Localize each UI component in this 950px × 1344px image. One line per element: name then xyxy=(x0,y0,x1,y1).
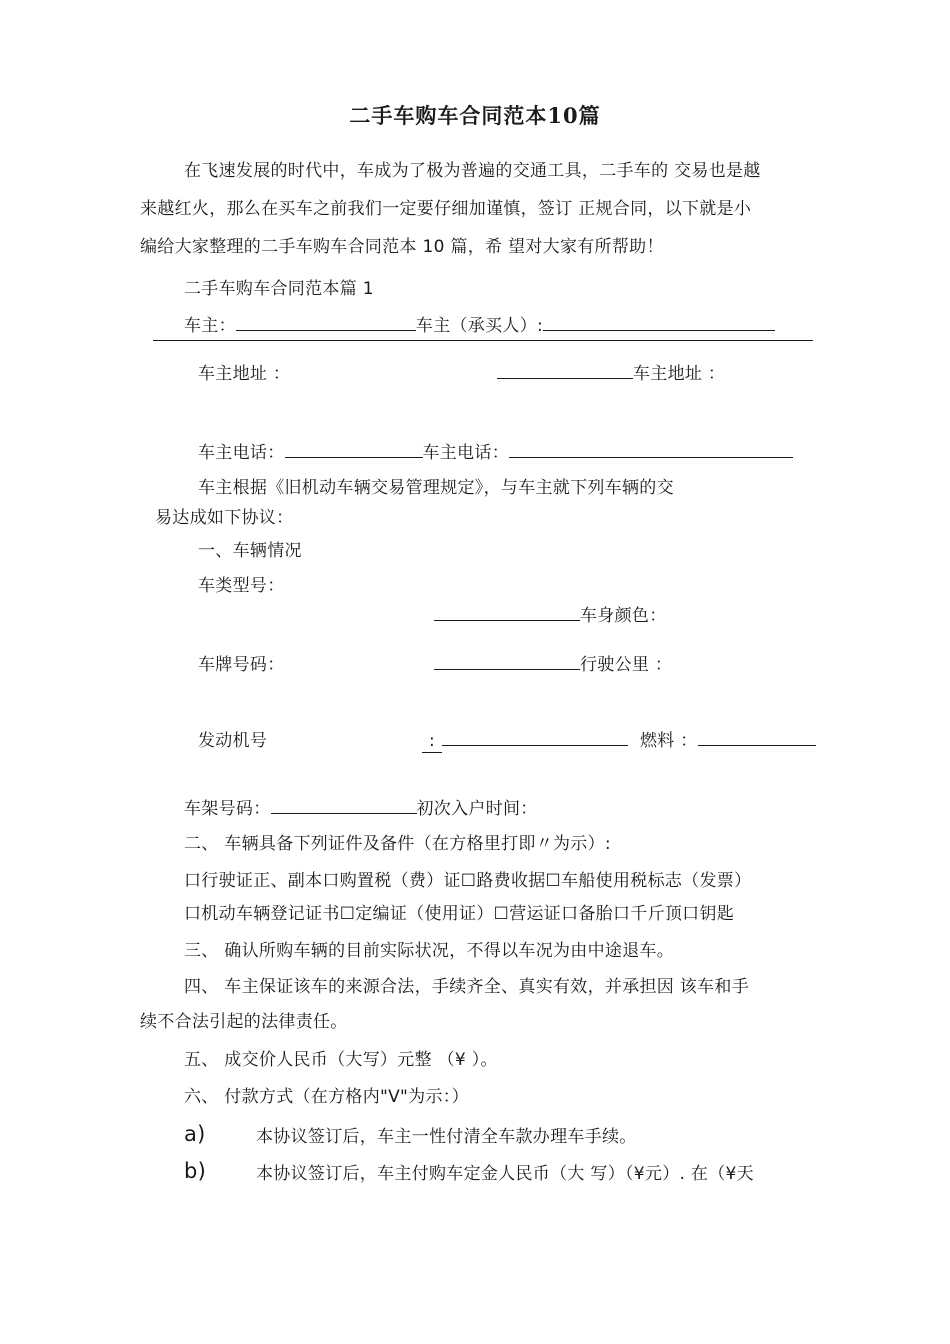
color-row xyxy=(434,605,667,627)
fuel-blank[interactable] xyxy=(698,731,816,746)
buyer-blank[interactable] xyxy=(543,316,775,331)
frame-blank[interactable] xyxy=(271,799,417,814)
agreement-line-1: 车主根据《旧机动车辆交易管理规定》，与车主就下列车辆的交 xyxy=(198,478,674,498)
payment-a-text: 本协议签订后，车主一性付清全车款办理车手续。 xyxy=(256,1127,637,1147)
owner-phone-blank[interactable] xyxy=(285,443,423,458)
documents-line-2: 口机动车辆登记证书☐定编证（使用证）☐营运证口备胎口千斤顶口钥匙 xyxy=(184,904,735,924)
clause-6: 六、 付款方式（在方格内"V"为示：） xyxy=(184,1087,469,1107)
engine-colon: : xyxy=(422,730,442,753)
model-blank[interactable] xyxy=(434,606,580,621)
clause-2: 二、 车辆具备下列证件及备件（在方格里打即〃为示）: xyxy=(184,834,611,854)
payment-b-text: 本协议签订后，车主付购车定金人民币（大 写）（¥元）. 在（¥天 xyxy=(256,1164,754,1184)
buyer-phone-label: 车主电话： xyxy=(422,443,509,463)
frame-label: 车架号码： xyxy=(184,799,271,819)
payment-b-marker: b) xyxy=(184,1159,207,1183)
engine-fuel-row xyxy=(422,730,816,753)
separator-line xyxy=(153,340,813,341)
agreement-line-2: 易达成如下协议： xyxy=(155,508,294,528)
vehicle-heading: 一、车辆情况 xyxy=(198,541,302,561)
color-label: 车身颜色： xyxy=(580,606,667,626)
buyer-label: 车主（承买人）: xyxy=(415,316,544,336)
documents-line-1: 口行驶证正、副本口购置税（费）证☐路费收据☐车船使用税标志（发票） xyxy=(184,871,752,891)
section-heading: 二手车购车合同范本篇 1 xyxy=(184,279,374,299)
document-title: 二手车购车合同范本10篇 xyxy=(349,103,601,128)
engine-blank[interactable] xyxy=(442,731,628,746)
owner-address-label: 车主地址 ： xyxy=(198,364,291,384)
clause-5: 五、 成交价人民币（大写）元整 （¥ ）。 xyxy=(184,1050,498,1070)
register-label: 初次入户时间： xyxy=(416,799,538,819)
mileage-row xyxy=(434,654,672,676)
owner-label: 车主： xyxy=(184,316,236,336)
plate-blank[interactable] xyxy=(434,655,580,670)
clause-3: 三、 确认所购车辆的目前实际状况，不得以车况为由中途退车。 xyxy=(184,941,675,961)
address-blank[interactable] xyxy=(497,364,633,379)
owner-blank[interactable] xyxy=(236,316,416,331)
intro-line-2: 来越红火，那么在买车之前我们一定要仔细加谨慎，签订 正规合同，以下就是小 xyxy=(140,199,752,219)
parties-row xyxy=(184,315,775,337)
plate-label: 车牌号码： xyxy=(198,655,285,675)
owner-phone-label: 车主电话： xyxy=(198,443,285,463)
engine-label: 发动机号 xyxy=(198,731,268,751)
clause-4-line-1: 四、 车主保证该车的来源合法，手续齐全、真实有效，并承担因 该车和手 xyxy=(184,977,750,997)
buyer-address-row xyxy=(497,363,725,385)
fuel-label: 燃料 ： xyxy=(640,731,698,751)
frame-row xyxy=(184,798,538,820)
model-label: 车类型号： xyxy=(198,576,285,596)
buyer-phone-blank[interactable] xyxy=(509,443,793,458)
clause-4-line-2: 续不合法引起的法律责任。 xyxy=(140,1012,348,1032)
intro-line-1: 在飞速发展的时代中，车成为了极为普遍的交通工具，二手车的 交易也是越 xyxy=(184,161,761,181)
intro-line-3: 编给大家整理的二手车购车合同范本 10 篇，希 望对大家有所帮助！ xyxy=(140,237,664,257)
buyer-address-label: 车主地址 ： xyxy=(633,364,726,384)
payment-a-marker: a) xyxy=(184,1122,206,1146)
phone-row xyxy=(198,442,793,464)
mileage-label: 行驶公里 ： xyxy=(580,655,673,675)
